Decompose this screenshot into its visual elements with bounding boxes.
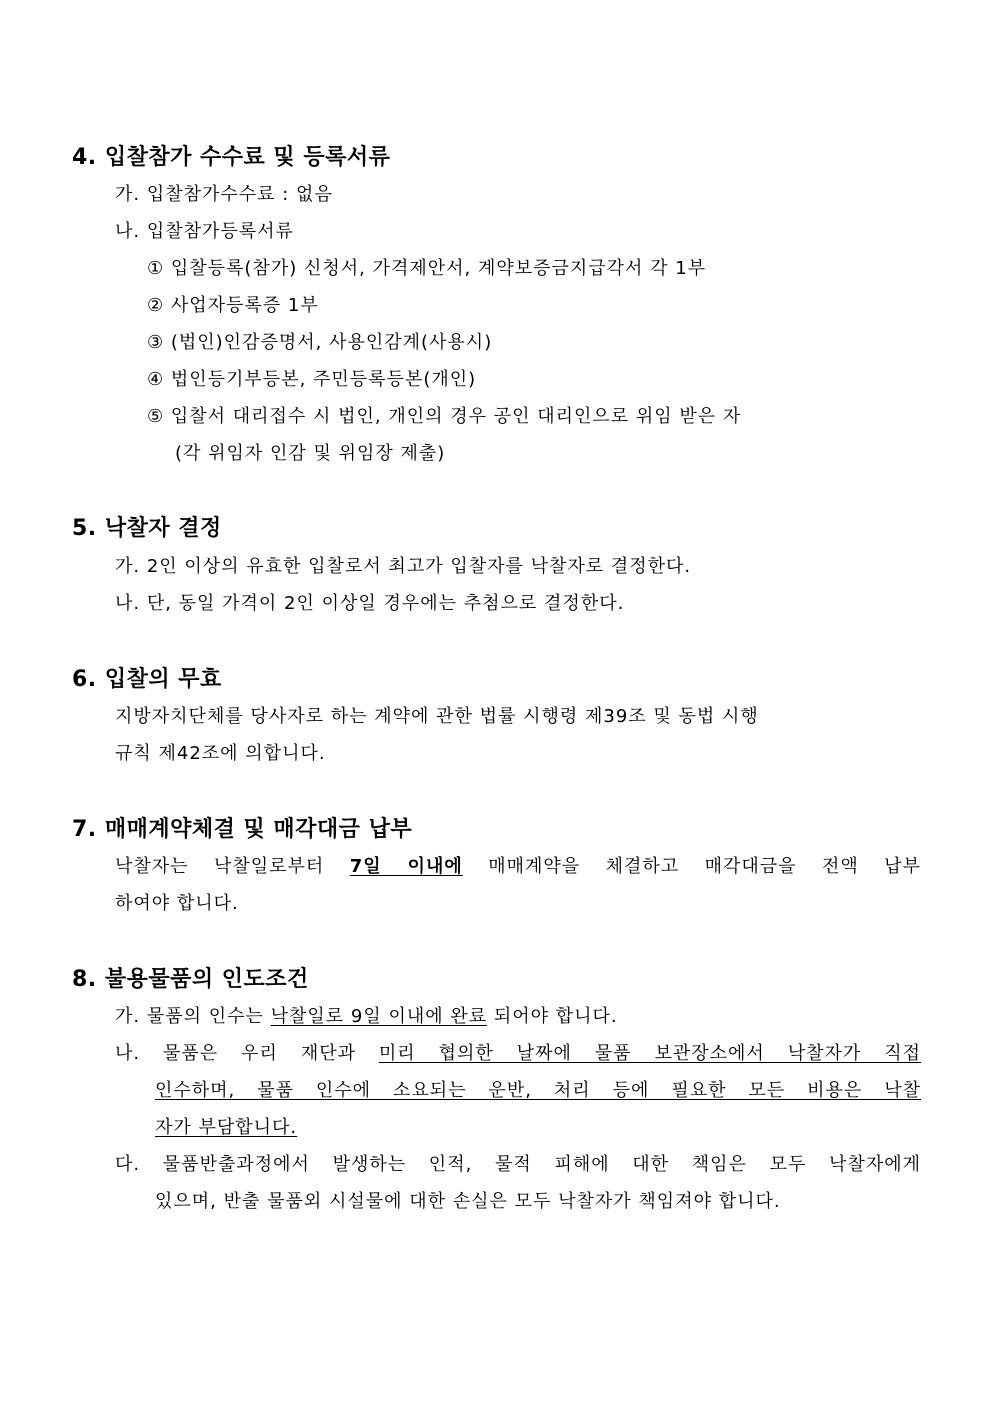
sec4-doc-5-note: (각 위임자 인감 및 위임장 제출)	[175, 443, 446, 464]
sec5-item-na: 나. 단, 동일 가격이 2인 이상일 경우에는 추첨으로 결정한다.	[115, 593, 625, 614]
section-7-title: 7. 매매계약체결 및 매각대금 납부	[72, 817, 413, 842]
section-5-title: 5. 낙찰자 결정	[72, 516, 222, 541]
sec8-item-na-line-1	[115, 1039, 921, 1065]
sec4-doc-3: ③ (법인)인감증명서, 사용인감계(사용시)	[147, 332, 493, 353]
sec8-na-highlight-2: 인수하며, 물품 인수에 소요되는 운반, 처리 등에 필요한 모든 비용은 낙찰	[155, 1080, 921, 1101]
sec4-doc-4: ④ 법인등기부등본, 주민등록등본(개인)	[147, 369, 477, 390]
sec7-deadline-highlight: 7일 이내에	[349, 856, 463, 877]
sec7-text-c: 매매계약을 체결하고 매각대금을 전액 납부	[462, 856, 922, 877]
sec7-line-1	[115, 852, 921, 878]
sec8-item-da-line-1: 다. 물품반출과정에서 발생하는 인적, 물적 피해에 대한 책임은 모두 낙찰자에게	[115, 1154, 921, 1175]
sec8-ga-text-a: 가. 물품의 인수는	[115, 1006, 271, 1027]
sec6-line-2: 규칙 제42조에 의합니다.	[115, 743, 326, 764]
sec8-item-ga	[115, 1002, 618, 1028]
sec6-line-1: 지방자치단체를 당사자로 하는 계약에 관한 법률 시행령 제39조 및 동법 시행	[115, 706, 759, 727]
sec8-ga-highlight: 낙찰일로 9일 이내에 완료	[270, 1006, 488, 1027]
section-6-title: 6. 입찰의 무효	[72, 667, 222, 692]
sec8-na-highlight-3: 자가 부담합니다.	[155, 1117, 298, 1138]
sec8-ga-text-c: 되어야 합니다.	[487, 1006, 618, 1027]
sec4-doc-2: ② 사업자등록증 1부	[147, 295, 319, 316]
sec4-item-ga: 가. 입찰참가수수료 : 없음	[115, 184, 333, 205]
sec8-item-na-line-2	[155, 1076, 921, 1102]
sec8-item-na-line-3	[155, 1113, 297, 1139]
sec8-item-da-line-2: 있으며, 반출 물품외 시설물에 대한 손실은 모두 낙찰자가 책임져야 합니다.	[155, 1191, 781, 1212]
sec8-na-text-a: 나. 물품은 우리 재단과	[115, 1043, 379, 1064]
section-4-title: 4. 입찰참가 수수료 및 등록서류	[72, 145, 391, 170]
sec7-text-a: 낙찰자는 낙찰일로부터	[115, 856, 350, 877]
sec7-line-2: 하여야 합니다.	[115, 893, 239, 914]
sec4-item-na: 나. 입찰참가등록서류	[115, 221, 294, 242]
sec4-doc-5: ⑤ 입찰서 대리접수 시 법인, 개인의 경우 공인 대리인으로 위임 받은 자	[147, 406, 742, 427]
sec4-doc-1: ① 입찰등록(참가) 신청서, 가격제안서, 계약보증금지급각서 각 1부	[147, 258, 707, 279]
sec8-na-highlight: 미리 협의한 날짜에 물품 보관장소에서 낙찰자가 직접	[378, 1043, 921, 1064]
sec5-item-ga: 가. 2인 이상의 유효한 입찰로서 최고가 입찰자를 낙찰자로 결정한다.	[115, 556, 692, 577]
section-8-title: 8. 불용물품의 인도조건	[72, 967, 309, 992]
